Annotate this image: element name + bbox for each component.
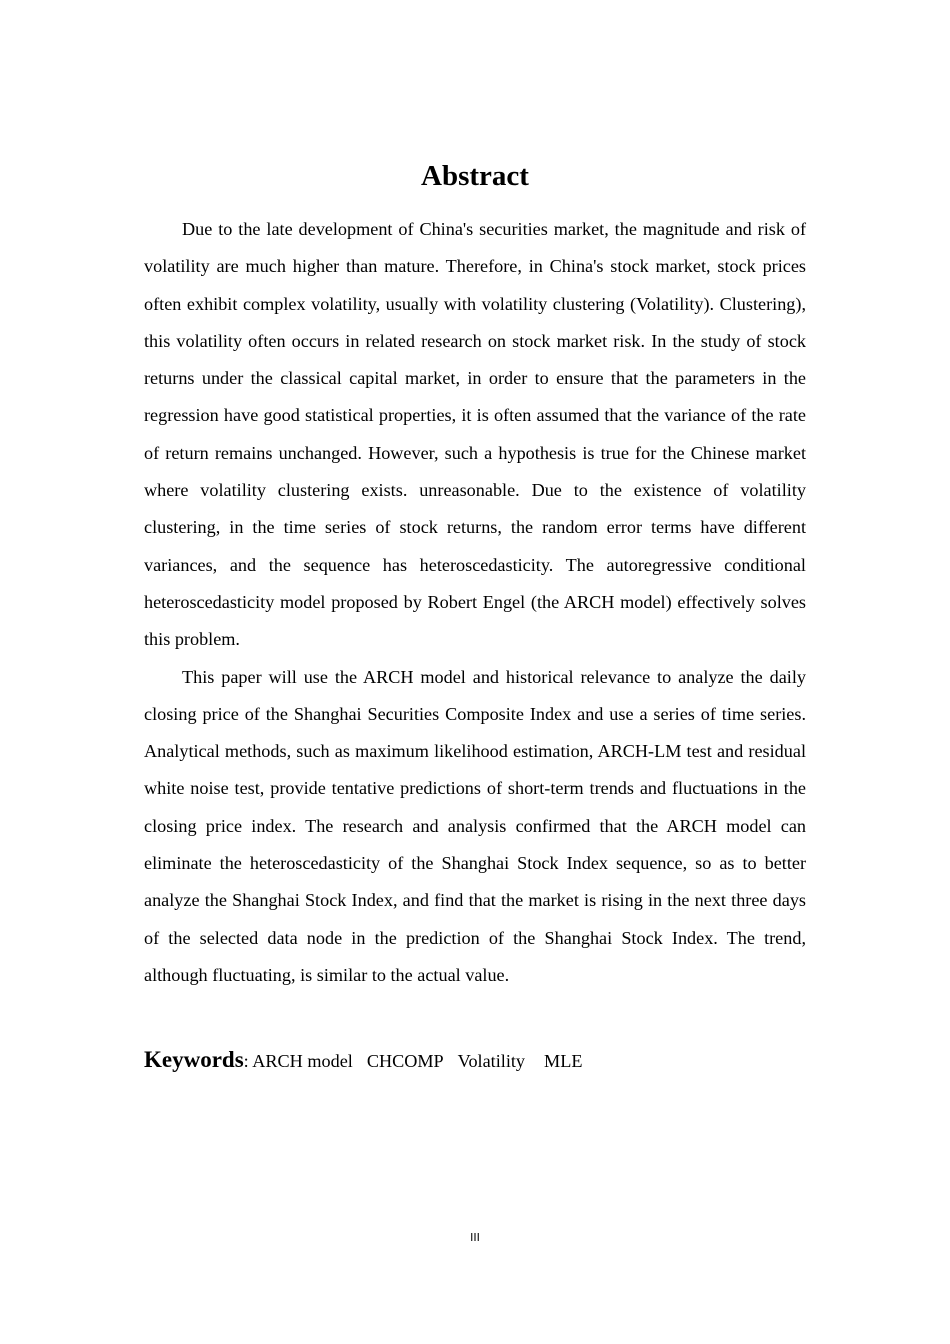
abstract-body	[144, 211, 806, 994]
abstract-paragraph-2: This paper will use the ARCH model and historical relevance to analyze the daily closing price of the Shanghai Securities Composite Index and use a series of time series. Analytical methods, such as maximum likelihood estimation, ARCH-LM test and residual white noise test, provide tentative predictions of short-term trends and fluctuations in the closing price index. The research and analysis confirmed that the ARCH model can eliminate the heteroscedasticity of the Shanghai Stock Index sequence, so as to better analyze the Shanghai Stock Index, and find that the market is rising in the next three days of the selected data node in the prediction of the Shanghai Stock Index. The trend, although fluctuating, is similar to the actual value.	[144, 666, 806, 985]
keywords-separator: :	[243, 1051, 249, 1071]
keyword-item: ARCH model	[252, 1051, 353, 1071]
keywords-line	[144, 1044, 806, 1077]
keyword-item: Volatility	[457, 1051, 526, 1071]
page-title: Abstract	[421, 160, 529, 192]
keyword-item: CHCOMP	[366, 1051, 444, 1071]
keywords-label: Keywords	[144, 1047, 244, 1072]
abstract-paragraph-1: Due to the late development of China's securities market, the magnitude and risk of volatility are much higher than mature. Therefore, in China's stock market, stock prices often exhibit complex volatility, usually with volatility clustering (Volatility). Clustering), this volatility often occurs in related research on stock market risk. In the study of stock returns under the classical capital market, in order to ensure that the parameters in the regression have good statistical properties, it is often assumed that the variance of the rate of return remains unchanged. However, such a hypothesis is true for the Chinese market where volatility clustering exists. unreasonable. Due to the existence of volatility clustering, in the time series of stock returns, the random error terms have different variances, and the sequence has heteroscedasticity. The autoregressive conditional heteroscedasticity model proposed by Robert Engel (the ARCH model) effectively solves this problem.	[144, 219, 806, 650]
page-number: III	[470, 1231, 480, 1244]
keyword-item: MLE	[544, 1051, 583, 1071]
